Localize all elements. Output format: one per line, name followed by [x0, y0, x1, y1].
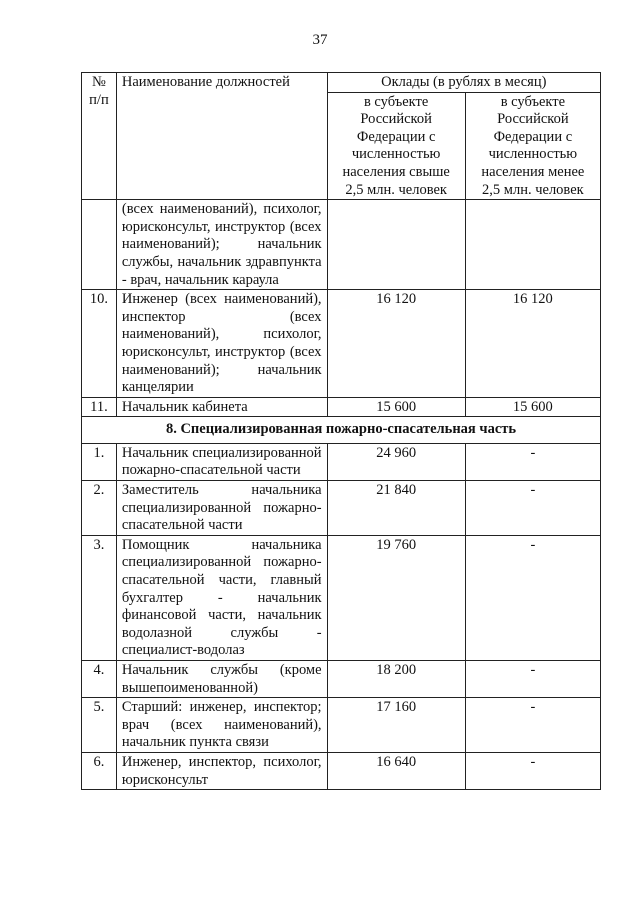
position-name: Инженер, инспектор, психолог, юрисконсульт — [116, 752, 327, 789]
position-name: Старший: инженер, инспектор; врач (всех наименований), начальник пункта связи — [116, 698, 327, 753]
page-number: 37 — [312, 32, 328, 48]
row-number: 3. — [82, 535, 117, 660]
salary-large-region: 21 840 — [327, 481, 465, 536]
row-number: 5. — [82, 698, 117, 753]
table-row — [82, 698, 601, 753]
row-number: 4. — [82, 661, 117, 698]
salary-large-region: 16 120 — [327, 290, 465, 398]
salary-large-region: 16 640 — [327, 752, 465, 789]
salary-large-region: 19 760 — [327, 535, 465, 660]
position-name: Заместитель начальника специализированной пожарно-спасательной части — [116, 481, 327, 536]
header-row — [82, 73, 601, 93]
header-column-small-region: в субъекте Российской Федерации с численностью населения менее 2,5 млн. человек — [465, 92, 600, 200]
salary-large-region: 17 160 — [327, 698, 465, 753]
salary-large-region — [327, 200, 465, 290]
row-number: 6. — [82, 752, 117, 789]
salary-large-region: 18 200 — [327, 661, 465, 698]
salary-large-region: 24 960 — [327, 443, 465, 480]
position-name: Инженер (всех наименований), инспектор (всех наименований), психолог, юрисконсульт, инструктор (всех наименований); начальник канцелярии — [116, 290, 327, 398]
salary-table — [81, 72, 601, 790]
position-name: Начальник службы (кроме вышепоименованной) — [116, 661, 327, 698]
section-title: 8. Специализированная пожарно-спасательная часть — [82, 417, 601, 444]
salary-small-region: - — [465, 661, 600, 698]
salary-large-region: 15 600 — [327, 397, 465, 417]
section-row — [82, 417, 601, 444]
position-name: Начальник специализированной пожарно-спасательной части — [116, 443, 327, 480]
header-salaries-group: Оклады (в рублях в месяц) — [327, 73, 600, 93]
table-row — [82, 290, 601, 398]
position-name: (всех наименований), психолог, юрисконсульт, инструктор (всех наименований); начальник службы, начальник здравпункта - врач, начальник караула — [116, 200, 327, 290]
row-number: 11. — [82, 397, 117, 417]
row-number: 1. — [82, 443, 117, 480]
header-position-name: Наименование должностей — [116, 73, 327, 200]
table-row — [82, 661, 601, 698]
table-row — [82, 752, 601, 789]
table-row — [82, 443, 601, 480]
row-number — [82, 200, 117, 290]
salary-small-region: 16 120 — [465, 290, 600, 398]
salary-small-region: - — [465, 752, 600, 789]
salary-small-region: 15 600 — [465, 397, 600, 417]
header-column-large-region: в субъекте Российской Федерации с численностью населения свыше 2,5 млн. человек — [327, 92, 465, 200]
row-number: 2. — [82, 481, 117, 536]
table-row — [82, 535, 601, 660]
position-name: Помощник начальника специализированной пожарно-спасательной части, главный бухгалтер - начальник финансовой части, начальник водолазной службы - специалист-водолаз — [116, 535, 327, 660]
salary-small-region: - — [465, 535, 600, 660]
table-row — [82, 481, 601, 536]
row-number: 10. — [82, 290, 117, 398]
table-row — [82, 200, 601, 290]
position-name: Начальник кабинета — [116, 397, 327, 417]
header-number: № п/п — [82, 73, 117, 200]
salary-small-region: - — [465, 443, 600, 480]
salary-small-region: - — [465, 698, 600, 753]
salary-small-region — [465, 200, 600, 290]
salary-small-region: - — [465, 481, 600, 536]
table-row — [82, 397, 601, 417]
